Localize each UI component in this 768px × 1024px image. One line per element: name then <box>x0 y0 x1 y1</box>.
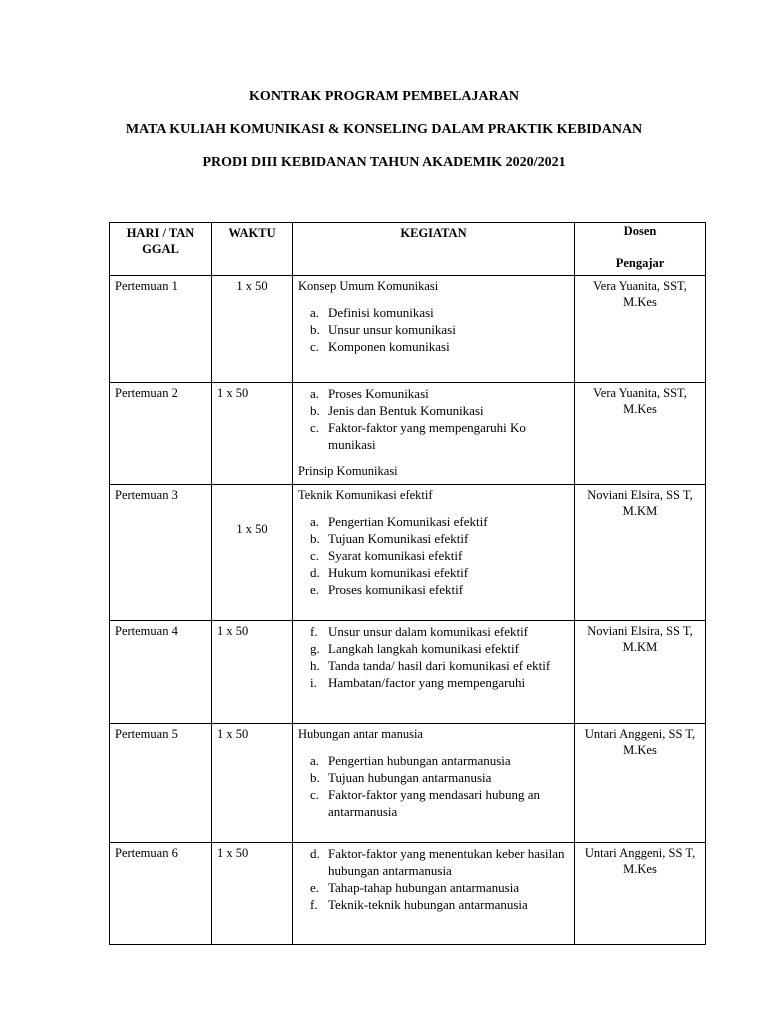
list-item <box>298 304 569 321</box>
course-title: MATA KULIAH KOMUNIKASI & KONSELING DALAM PRAKTIK KEBIDANAN <box>125 122 643 137</box>
meeting-cell: Pertemuan 6 <box>110 843 212 945</box>
header-dosen-pengajar <box>575 223 706 276</box>
header-hari-line2: GGAL <box>142 242 179 256</box>
list-text: Proses Komunikasi <box>328 386 429 401</box>
time-cell <box>212 485 293 621</box>
list-text: Syarat komunikasi efektif <box>328 548 463 563</box>
activity-list <box>298 513 569 598</box>
list-marker: b. <box>310 403 320 418</box>
list-marker: e. <box>310 880 320 895</box>
time-cell <box>212 276 293 383</box>
list-marker: b. <box>310 322 320 337</box>
list-marker: f. <box>310 624 318 639</box>
list-text: Tanda tanda/ hasil dari komunikasi ef ektif <box>328 658 551 673</box>
schedule-table <box>109 222 706 945</box>
list-marker: c. <box>310 339 320 354</box>
activity-subtopic: Prinsip Komunikasi <box>298 464 398 478</box>
list-item <box>298 786 569 820</box>
list-item <box>298 879 569 896</box>
table-row <box>110 276 706 383</box>
list-text: Tahap-tahap hubungan antarmanusia <box>328 880 520 895</box>
activity-list <box>298 752 569 820</box>
list-marker: c. <box>310 787 320 802</box>
document-titles <box>0 88 768 187</box>
list-item <box>298 385 569 402</box>
list-item <box>298 752 569 769</box>
list-item <box>298 530 569 547</box>
list-text: Hambatan/factor yang mempengaruhi <box>328 675 526 690</box>
table-row <box>110 485 706 621</box>
header-kegiatan: KEGIATAN <box>293 223 575 276</box>
list-item <box>298 338 569 355</box>
list-text: Hukum komunikasi efektif <box>328 565 469 580</box>
header-hari-line1: HARI / TAN <box>126 226 195 240</box>
activity-cell <box>293 724 575 843</box>
lecturer-cell: Untari Anggeni, SS T, M.Kes <box>575 843 706 945</box>
lecturer-cell: Vera Yuanita, SST, M.Kes <box>575 383 706 485</box>
time-value: 1 x 50 <box>217 846 249 860</box>
list-marker: c. <box>310 420 320 435</box>
table-row <box>110 383 706 485</box>
activity-list <box>298 845 569 913</box>
time-cell <box>212 383 293 485</box>
time-value: 1 x 50 <box>236 279 268 293</box>
program-year-title: PRODI DIII KEBIDANAN TAHUN AKADEMIK 2020/2021 <box>202 155 566 170</box>
time-value: 1 x 50 <box>236 522 268 536</box>
header-waktu: WAKTU <box>212 223 293 276</box>
list-item <box>298 419 569 453</box>
activity-topic: Teknik Komunikasi efektif <box>298 488 433 502</box>
meeting-cell: Pertemuan 1 <box>110 276 212 383</box>
meeting-cell: Pertemuan 5 <box>110 724 212 843</box>
lecturer-cell: Untari Anggeni, SS T, M.Kes <box>575 724 706 843</box>
list-text: Teknik-teknik hubungan antarmanusia <box>328 897 528 912</box>
lecturer-cell: Noviani Elsira, SS T, M.KM <box>575 485 706 621</box>
list-text: Unsur unsur dalam komunikasi efektif <box>328 624 529 639</box>
table-row <box>110 843 706 945</box>
lecturer-cell: Vera Yuanita, SST, M.Kes <box>575 276 706 383</box>
list-item <box>298 321 569 338</box>
activity-list <box>298 304 569 355</box>
time-cell <box>212 724 293 843</box>
activity-topic: Konsep Umum Komunikasi <box>298 279 439 293</box>
list-marker: c. <box>310 548 320 563</box>
list-marker: h. <box>310 658 320 673</box>
activity-topic: Hubungan antar manusia <box>298 727 423 741</box>
list-text: Tujuan Komunikasi efektif <box>328 531 469 546</box>
list-text: Jenis dan Bentuk Komunikasi <box>328 403 484 418</box>
list-text: Faktor-faktor yang mempengaruhi Ko munikasi <box>328 420 526 452</box>
time-value: 1 x 50 <box>217 386 249 400</box>
list-marker: i. <box>310 675 317 690</box>
activity-list <box>298 385 569 453</box>
time-cell <box>212 843 293 945</box>
lecturer-cell: Noviani Elsira, SS T, M.KM <box>575 621 706 724</box>
list-text: Faktor-faktor yang menentukan keber hasilan hubungan antarmanusia <box>328 846 565 878</box>
header-hari-tanggal <box>110 223 212 276</box>
list-text: Pengertian hubungan antarmanusia <box>328 753 511 768</box>
activity-cell <box>293 485 575 621</box>
time-value: 1 x 50 <box>217 624 249 638</box>
activity-list <box>298 623 569 691</box>
meeting-cell: Pertemuan 4 <box>110 621 212 724</box>
schedule-body <box>110 276 706 945</box>
list-item <box>298 623 569 640</box>
list-item <box>298 657 569 674</box>
list-item <box>298 845 569 879</box>
list-text: Pengertian Komunikasi efektif <box>328 514 488 529</box>
list-item <box>298 581 569 598</box>
list-marker: d. <box>310 846 320 861</box>
time-cell <box>212 621 293 724</box>
list-marker: f. <box>310 897 318 912</box>
header-dosen-line1: Dosen <box>623 224 657 238</box>
list-marker: b. <box>310 770 320 785</box>
activity-cell <box>293 621 575 724</box>
list-item <box>298 547 569 564</box>
document-title: KONTRAK PROGRAM PEMBELAJARAN <box>249 89 519 104</box>
table-row <box>110 621 706 724</box>
list-marker: a. <box>310 753 320 768</box>
activity-cell <box>293 383 575 485</box>
list-marker: a. <box>310 514 320 529</box>
activity-cell <box>293 276 575 383</box>
table-header-row <box>110 223 706 276</box>
list-item <box>298 564 569 581</box>
list-text: Faktor-faktor yang mendasari hubung an antarmanusia <box>328 787 541 819</box>
list-marker: e. <box>310 582 320 597</box>
list-item <box>298 640 569 657</box>
meeting-cell: Pertemuan 3 <box>110 485 212 621</box>
header-dosen-line2: Pengajar <box>615 256 665 270</box>
list-text: Komponen komunikasi <box>328 339 450 354</box>
list-item <box>298 896 569 913</box>
list-item <box>298 402 569 419</box>
meeting-cell: Pertemuan 2 <box>110 383 212 485</box>
list-text: Tujuan hubungan antarmanusia <box>328 770 492 785</box>
time-value: 1 x 50 <box>217 727 249 741</box>
table-row <box>110 724 706 843</box>
list-item <box>298 513 569 530</box>
list-item <box>298 769 569 786</box>
list-marker: a. <box>310 386 320 401</box>
list-marker: b. <box>310 531 320 546</box>
list-text: Langkah langkah komunikasi efektif <box>328 641 519 656</box>
list-marker: g. <box>310 641 320 656</box>
list-text: Proses komunikasi efektif <box>328 582 464 597</box>
list-text: Definisi komunikasi <box>328 305 434 320</box>
list-text: Unsur unsur komunikasi <box>328 322 456 337</box>
list-item <box>298 674 569 691</box>
list-marker: d. <box>310 565 320 580</box>
activity-cell <box>293 843 575 945</box>
list-marker: a. <box>310 305 320 320</box>
